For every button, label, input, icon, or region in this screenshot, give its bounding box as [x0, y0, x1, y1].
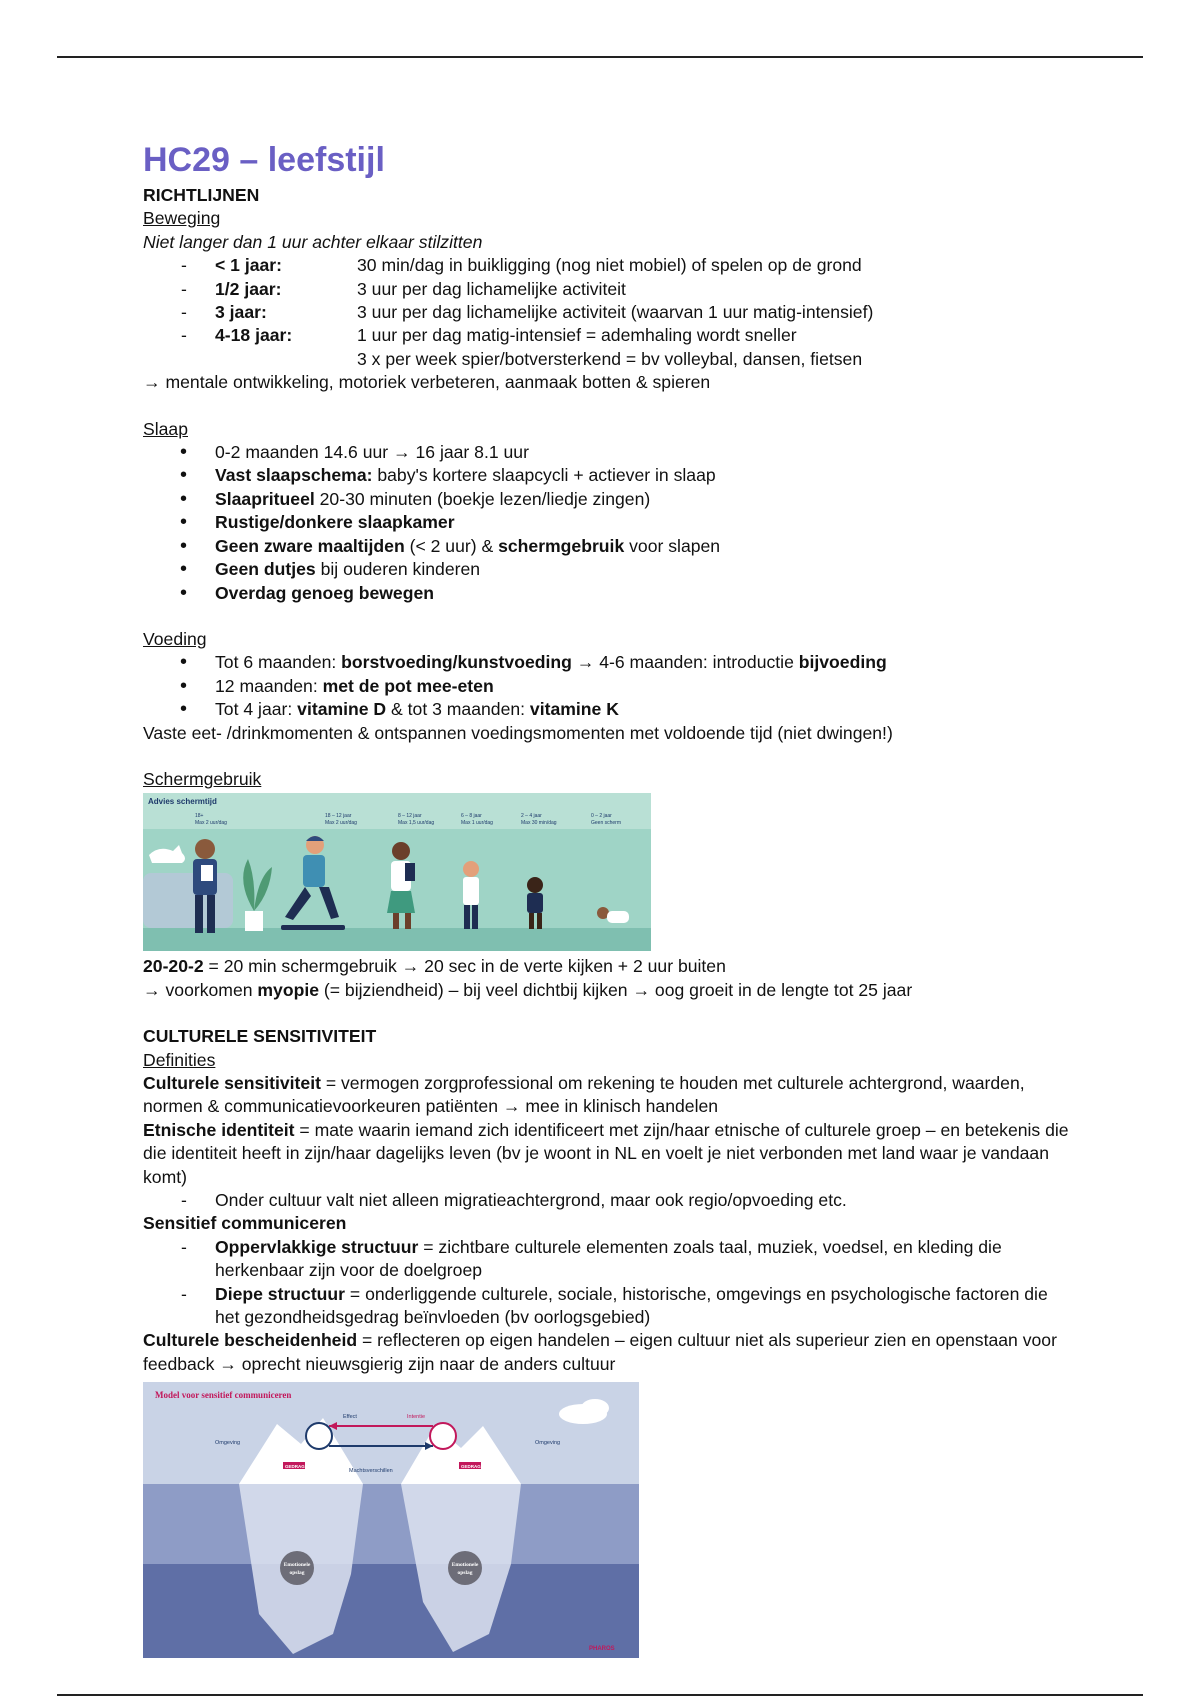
svg-text:opslag: opslag: [289, 1570, 305, 1577]
def-culturele-sensitiviteit: Culturele sensitiviteit = vermogen zorgprofessional om rekening te houden met culturele achtergrond, waarden, normen & communicatievoorkeuren patiënten → mee in klinisch handelen: [143, 1072, 1025, 1117]
svg-text:0 – 2 jaar: 0 – 2 jaar: [591, 813, 612, 820]
list-item: - Onder cultuur valt niet alleen migratieachtergrond, maar ook regio/opvoeding etc.: [143, 1189, 1073, 1212]
subheading-slaap: Slaap: [143, 418, 188, 439]
list-item: - Oppervlakkige structuur = zichtbare culturele elementen zoals taal, muziek, voedsel, en kleding die herkenbaar zijn voor de doelgroep: [143, 1236, 1073, 1283]
structuur-list: [143, 1236, 1073, 1330]
list-item: • Rustige/donkere slaapkamer: [143, 511, 1073, 534]
beweging-intro: Niet langer dan 1 uur achter elkaar stilzitten: [143, 231, 483, 252]
list-item: - Diepe structuur = onderliggende culturele, sociale, historische, omgevings en psychologische factoren die het gezondheidsgedrag beïnvloeden (bv oorlogsgebied): [143, 1283, 1073, 1330]
beweging-result: → mentale ontwikkeling, motoriek verbeteren, aanmaak botten & spieren: [143, 372, 711, 393]
svg-text:Machtsverschillen: Machtsverschillen: [349, 1468, 393, 1475]
document-page: [143, 140, 1073, 1662]
svg-text:6 – 8 jaar: 6 – 8 jaar: [461, 813, 482, 820]
list-item: - 3 jaar: 3 uur per dag lichamelijke activiteit (waarvan 1 uur matig-intensief): [143, 301, 1073, 324]
voeding-after: Vaste eet- /drinkmomenten & ontspannen voedingsmomenten met voldoende tijd (niet dwingen!): [143, 722, 893, 743]
svg-text:Omgeving: Omgeving: [215, 1440, 241, 1447]
svg-text:Omgeving: Omgeving: [535, 1440, 561, 1447]
svg-text:Max 1 uur/dag: Max 1 uur/dag: [461, 820, 493, 827]
pharos-logo: PHAROS: [589, 1646, 615, 1653]
svg-text:Effect: Effect: [343, 1414, 357, 1421]
subheading-beweging: Beweging: [143, 208, 221, 229]
page-title: HC29 – leefstijl: [143, 141, 385, 179]
svg-text:18+: 18+: [195, 813, 204, 820]
def-culturele-bescheidenheid: Culturele bescheidenheid = reflecteren op eigen handelen – eigen cultuur niet als superieur zien en openstaan voor feedback → oprecht nieuwsgierig zijn naar de anders cultuur: [143, 1330, 1057, 1374]
subheading-sensitief-communiceren: Sensitief communiceren: [143, 1213, 347, 1234]
def-etnische-identiteit: Etnische identiteit = mate waarin iemand zich identificeert met zijn/haar etnische of culturele groep – en betekenis die die identiteit heeft in zijn/haar dagelijks leven (bv je woont in NL en voelt je niet verbonden met land waar je vandaan komt): [143, 1119, 1069, 1187]
list-item: • Slaapritueel 20-30 minuten (boekje lezen/liedje zingen): [143, 488, 1073, 511]
section-heading-cultuur: CULTURELE SENSITIVITEIT: [143, 1026, 377, 1047]
list-item: • 0-2 maanden 14.6 uur → 16 jaar 8.1 uur: [143, 441, 1073, 464]
svg-text:Emotionele: Emotionele: [283, 1562, 311, 1569]
schermtijd-figure: [143, 793, 651, 951]
list-item: • Overdag genoeg bewegen: [143, 582, 1073, 605]
scherm-line-2: → voorkomen myopie (= bijziendheid) – bij veel dichtbij kijken → oog groeit in de lengte tot 25 jaar: [143, 979, 913, 1000]
beweging-extra: 3 x per week spier/botversterkend = bv volleybal, dansen, fietsen: [357, 348, 863, 369]
beweging-list: [143, 254, 1073, 348]
svg-text:2 – 4 jaar: 2 – 4 jaar: [521, 813, 542, 820]
figure-title: Advies schermtijd: [148, 797, 217, 807]
cultuur-note-list: [143, 1189, 1073, 1212]
subheading-schermgebruik: Schermgebruik: [143, 768, 262, 789]
svg-text:Geen scherm: Geen scherm: [591, 820, 622, 827]
scherm-line-1: 20-20-2 = 20 min schermgebruik → 20 sec in de verte kijken + 2 uur buiten: [143, 956, 726, 977]
list-item: - 1/2 jaar: 3 uur per dag lichamelijke activiteit: [143, 278, 1073, 301]
subheading-definities: Definities: [143, 1049, 216, 1070]
svg-text:Max 1,5 uur/dag: Max 1,5 uur/dag: [398, 820, 435, 827]
svg-text:Max 2 uur/dag: Max 2 uur/dag: [195, 820, 227, 827]
section-heading-richtlijnen: RICHTLIJNEN: [143, 185, 260, 205]
list-item: • Vast slaapschema: baby's kortere slaapcycli + actiever in slaap: [143, 464, 1073, 487]
ijsberg-model-figure: [143, 1382, 639, 1658]
list-item: • Geen dutjes bij ouderen kinderen: [143, 558, 1073, 581]
list-item: - < 1 jaar: 30 min/dag in buikligging (nog niet mobiel) of spelen op de grond: [143, 254, 1073, 277]
footer-rule: [57, 1694, 1143, 1696]
svg-text:Emotionele: Emotionele: [451, 1562, 479, 1569]
svg-text:GEDRAG: GEDRAG: [285, 1464, 305, 1470]
slaap-list: [143, 441, 1073, 605]
header-rule: [57, 56, 1143, 58]
svg-text:Max 30 min/dag: Max 30 min/dag: [521, 820, 557, 827]
svg-text:8 – 12 jaar: 8 – 12 jaar: [398, 813, 422, 820]
list-item: - 4-18 jaar: 1 uur per dag matig-intensief = ademhaling wordt sneller: [143, 324, 1073, 347]
svg-text:opslag: opslag: [457, 1570, 473, 1577]
figure-title: Model voor sensitief communiceren: [155, 1390, 292, 1401]
list-item: • 12 maanden: met de pot mee-eten: [143, 675, 1073, 698]
svg-text:GEDRAG: GEDRAG: [461, 1464, 481, 1470]
svg-text:18 – 12 jaar: 18 – 12 jaar: [325, 813, 352, 820]
subheading-voeding: Voeding: [143, 628, 207, 649]
list-item: • Geen zware maaltijden (< 2 uur) & schermgebruik voor slapen: [143, 535, 1073, 558]
svg-text:Max 2 uur/dag: Max 2 uur/dag: [325, 820, 357, 827]
list-item: • Tot 6 maanden: borstvoeding/kunstvoeding → 4-6 maanden: introductie bijvoeding: [143, 651, 1073, 674]
voeding-list: [143, 651, 1073, 721]
svg-text:Intentie: Intentie: [407, 1414, 426, 1421]
list-item: • Tot 4 jaar: vitamine D & tot 3 maanden: vitamine K: [143, 698, 1073, 721]
